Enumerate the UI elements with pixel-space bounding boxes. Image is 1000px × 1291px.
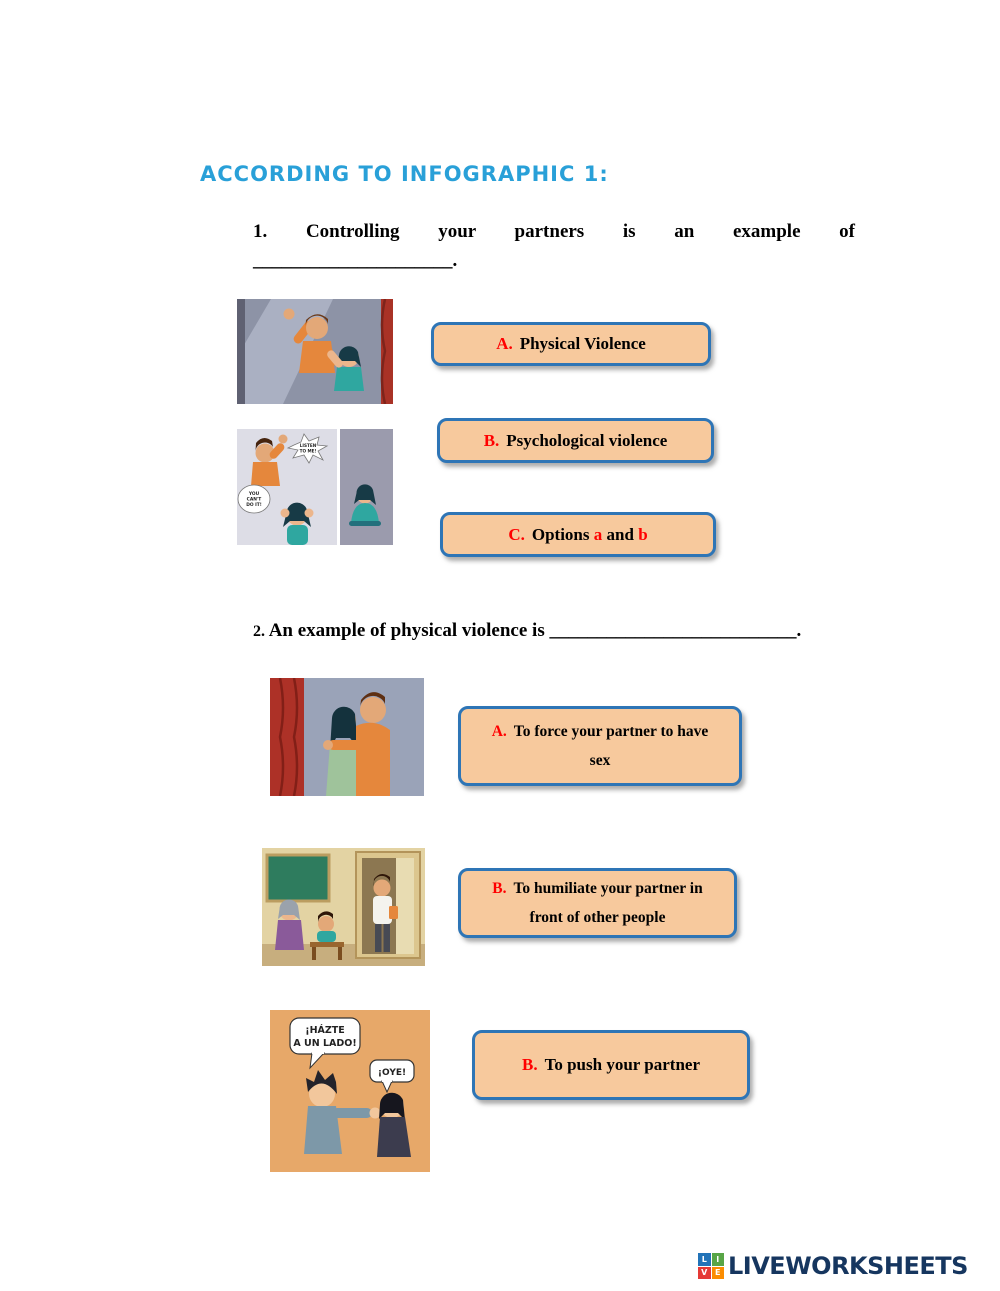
question-1-text [253,217,855,246]
speech-bubble-text: A UN LADO! [293,1038,357,1049]
question-2-sentence: An example of physical violence is [268,620,545,641]
option-q1-a-physical-violence[interactable] [431,322,711,366]
speech-bubble-text: TO ME! [299,448,317,454]
illustration-forcing-partner [270,678,424,796]
liveworksheets-brand-text: LIVEWORKSHEETS [728,1252,968,1280]
question-1 [253,217,855,276]
option-q1-c-options-a-and-b[interactable] [440,512,716,557]
question-1-number: 1. [253,221,268,242]
option-label-part: Options [531,524,590,544]
option-letter: A. [496,334,513,353]
option-label: Psychological violence [506,430,668,450]
illustration-humiliation-classroom [262,848,425,966]
speech-bubble-text: DO IT! [246,503,262,508]
speech-bubble-text: YOU [248,492,260,497]
option-label: Physical Violence [519,334,646,353]
logo-square-e: E [712,1267,725,1280]
option-letter: C. [508,524,525,544]
question-1-sentence: Controlling your partners is an example of [305,221,856,242]
option-label-a: a [593,524,603,544]
option-q2-b-push-partner[interactable] [472,1030,750,1100]
liveworksheets-logo-icon [698,1253,724,1279]
option-q1-b-psychological-violence[interactable] [437,418,714,463]
illustration-forcing-partner-svg [270,678,424,796]
illustration-pushing-partner-svg [270,1010,430,1172]
option-label: To humiliate your partner in [513,879,703,897]
option-label: To push your partner [544,1055,700,1074]
option-letter: B. [521,1055,538,1074]
option-letter: B. [492,879,507,897]
option-letter: A. [491,722,507,740]
option-label: To force your partner to have [513,722,709,740]
option-line-1 [492,717,709,746]
speech-bubble-text: LISTEN [299,443,317,448]
illustration-humiliation-classroom-svg [262,848,425,966]
option-line-2: sex [589,752,611,769]
question-2-blank: __________________________. [549,620,802,641]
illustration-physical-violence-svg [237,299,393,404]
speech-bubble-text: CAN'T [246,497,262,503]
logo-square-v: V [698,1267,711,1280]
option-label-part: and [606,524,634,544]
illustration-pushing-partner [270,1010,430,1172]
logo-square-l: L [698,1253,711,1266]
option-letter: B. [483,430,500,450]
speech-bubble-text: ¡HÁZTE [305,1025,345,1036]
option-line-2: front of other people [529,909,666,926]
speech-bubble-text: ¡OYE! [377,1068,407,1078]
page-title: ACCORDING TO INFOGRAPHIC 1: [200,162,609,186]
option-q2-b-humiliate-partner[interactable] [458,868,737,938]
illustration-physical-violence [237,299,393,404]
question-2-number: 2. [253,623,265,640]
option-line-1 [492,874,702,903]
question-2 [253,620,893,642]
question-1-blank: _____________________. [253,250,458,272]
option-label-b: b [638,524,648,544]
logo-square-i: I [712,1253,725,1266]
illustration-psychological-violence-svg [237,429,393,545]
illustration-psychological-violence [237,429,393,545]
option-q2-a-force-partner[interactable] [458,706,742,786]
liveworksheets-footer[interactable] [698,1252,968,1280]
